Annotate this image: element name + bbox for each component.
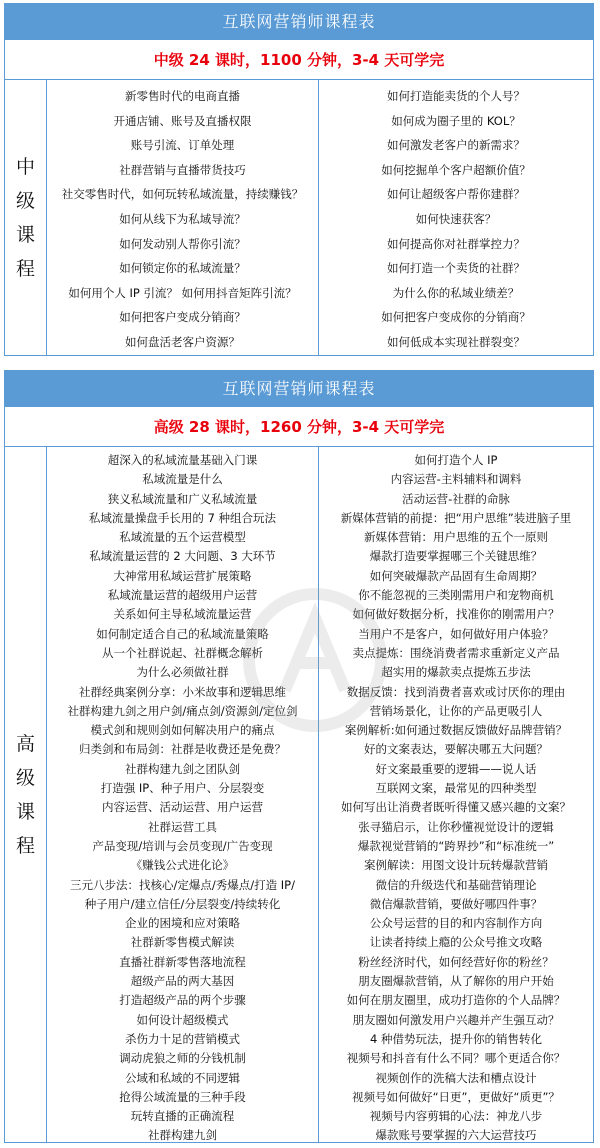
- course-item: 玩转直播的正确流程: [130, 1109, 235, 1124]
- course-item: 内容运营-主料辅料和调料: [390, 472, 522, 487]
- course-table-intermediate: [4, 3, 594, 356]
- course-item: 打造超级产品的两个步骤: [119, 993, 246, 1008]
- table-subtitle: 高级 28 课时，1260 分钟，3-4 天可学完: [5, 407, 593, 447]
- course-item: 如何盘活老客户资源？: [125, 334, 240, 349]
- course-item: 如何用个人 IP 引流？ 如何用抖音矩阵引流？: [68, 285, 297, 300]
- course-item: 打造强 IP、种子用户、分层裂变: [100, 781, 265, 796]
- course-item: 杀伤力十足的营销模式: [125, 1031, 240, 1046]
- course-item: 抢得公域流量的三种手段: [119, 1089, 246, 1104]
- table-body: [5, 80, 593, 355]
- course-item: 微信爆款营销，要做好哪四件事？: [369, 896, 543, 911]
- course-item: 如何打造一个卖货的社群？: [387, 261, 525, 276]
- course-item: 如何挖掘单个客户超额价值？: [381, 162, 531, 177]
- course-item: 调动虎狼之师的分钱机制: [119, 1051, 246, 1066]
- left-column: [47, 447, 319, 1142]
- course-item: 社交零售时代，如何玩转私域流量，持续赚钱？: [61, 187, 304, 202]
- course-item: 种子用户/建立信任/分层裂变/持续转化: [84, 896, 281, 911]
- course-item: 如何让超级客户帮你建群？: [387, 187, 525, 202]
- course-item: 如何把客户变成你的分销商？: [381, 310, 531, 325]
- course-item: 社群构建九剑: [148, 1128, 217, 1143]
- course-item: 模式剑和规则剑如何解决用户的痛点: [90, 723, 275, 738]
- category-label: 高级课程: [15, 732, 35, 857]
- course-item: 新媒体营销的前提：把“用户思维”装进脑子里: [340, 510, 572, 525]
- course-item: 你不能忽视的三类刚需用户和宠物商机: [358, 588, 554, 603]
- course-item: 新零售时代的电商直播: [125, 89, 240, 103]
- course-item: 如何设计超级模式: [136, 1012, 229, 1027]
- course-item: 爆款打造要掌握哪三个关键思维？: [369, 549, 543, 564]
- course-item: 如何提高你对社群掌控力？: [387, 236, 525, 251]
- course-item: 为什么你的私域业绩差？: [392, 285, 520, 300]
- course-item: 新媒体营销：用户思维的五个一原则: [364, 530, 548, 545]
- course-item: 归类剑和布局剑：社群是收费还是免费？: [79, 742, 286, 757]
- course-item: 爆款视觉营销的“跨界抄”和“标准统一”: [357, 838, 555, 853]
- course-item: 私域流量运营的超级用户运营: [107, 588, 258, 603]
- course-item: 活动运营-社群的命脉: [402, 491, 510, 506]
- course-item: 营销场景化，让你的产品更吸引人: [369, 703, 543, 718]
- course-item: 卖点提炼：围绕消费者需求重新定义产品: [352, 645, 560, 660]
- course-item: 公众号运营的目的和内容制作方向: [369, 916, 543, 931]
- course-item: 如何成为圈子里的 KOL？: [391, 113, 521, 128]
- course-item: 狭义私域流量和广义私域流量: [107, 491, 258, 506]
- course-item: 让读者持续上瘾的公众号推文攻略: [369, 935, 543, 950]
- course-item: 私域流量操盘手长用的 7 种组合玩法: [88, 510, 277, 525]
- right-column: [319, 447, 593, 1142]
- course-item: 如何制定适合自己的私域流量策略: [96, 626, 269, 641]
- course-item: 大神常用私域运营扩展策略: [113, 568, 252, 583]
- course-item: 如何打造能卖货的个人号？: [387, 89, 525, 103]
- course-table-advanced: [4, 370, 594, 1143]
- course-item: 视频号内容剪辑的心法：神龙八步: [369, 1109, 543, 1124]
- course-item: 超级产品的两大基因: [130, 974, 235, 989]
- course-item: 如何低成本实现社群裂变？: [387, 334, 525, 349]
- course-item: 产品变现/培训与会员变现/广告变现: [92, 838, 273, 853]
- course-item: 如何做好数据分析，找准你的刚需用户？: [352, 607, 560, 622]
- course-item: 朋友圈爆款营销，从了解你的用户开始: [358, 974, 554, 989]
- course-item: 案例解析:如何通过数据反馈做好品牌营销？: [344, 723, 568, 738]
- course-item: 如何快速获客？: [415, 211, 497, 226]
- course-item: 社群新零售模式解读: [130, 935, 235, 950]
- course-item: 案例解读：用图文设计玩转爆款营销: [364, 858, 548, 873]
- course-item: 私域流量是什么: [142, 472, 223, 487]
- course-item: 如何打造个人 IP: [414, 453, 498, 467]
- course-item: 如何突破爆款产品固有生命周期？: [369, 568, 543, 583]
- category-cell: [5, 447, 47, 1142]
- course-item: 开通店铺、账号及直播权限: [113, 113, 252, 128]
- table-body: [5, 447, 593, 1142]
- course-item: 账号引流、订单处理: [130, 138, 235, 153]
- table-subtitle: 中级 24 课时，1100 分钟，3-4 天可学完: [5, 40, 593, 80]
- course-item: 如何写出让消费者既听得懂又感兴趣的文案？: [341, 800, 571, 815]
- course-item: 爆款账号要掌握的六大运营技巧: [375, 1128, 537, 1143]
- course-item: 4 种借势玩法，提升你的销售转化: [370, 1031, 542, 1046]
- course-item: 为什么必须做社群: [136, 665, 229, 680]
- course-item: 视频号和抖音有什么不同？哪个更适合你？: [346, 1051, 566, 1066]
- table-title: 互联网营销师课程表: [5, 371, 593, 407]
- course-item: 从一个社群说起、社群概念解析: [102, 645, 263, 660]
- course-item: 张寻猫启示，让你秒懂视觉设计的逻辑: [358, 819, 554, 834]
- course-item: 公域和私域的不同逻辑: [125, 1070, 240, 1085]
- course-item: 企业的困境和应对策略: [125, 916, 240, 931]
- course-item: 互联网文案，最常见的四种类型: [375, 781, 537, 796]
- course-item: 好的文案表达，要解决哪五大问题？: [364, 742, 548, 757]
- course-item: 社群运营工具: [148, 819, 217, 834]
- course-item: 超深入的私域流量基础入门课: [107, 453, 258, 467]
- course-item: 社群营销与直播带货技巧: [119, 162, 246, 177]
- course-item: 私域流量的五个运营模型: [119, 530, 246, 545]
- course-item: 如何激发老客户的新需求？: [387, 138, 525, 153]
- course-item: 三元八步法：找核心/定爆点/秀爆点/打造 IP/: [70, 877, 295, 892]
- course-item: 内容运营、活动运营、用户运营: [102, 800, 263, 815]
- course-item: 如何在朋友圈里，成功打造你的个人品牌？: [346, 993, 566, 1008]
- table-title: 互联网营销师课程表: [5, 4, 593, 40]
- course-item: 社群构建九剑之用户剑/痛点剑/资源剑/定位剑: [67, 703, 298, 718]
- left-column: [47, 80, 319, 355]
- course-item: 社群构建九剑之团队剑: [125, 761, 240, 776]
- course-item: 超实用的爆款卖点提炼五步法: [381, 665, 531, 680]
- course-item: 粉丝经济时代，如何经营好你的粉丝？: [358, 954, 554, 969]
- course-item: 如何把客户变成分销商？: [119, 310, 246, 325]
- category-cell: [5, 80, 47, 355]
- course-item: 微信的升级迭代和基础营销理论: [375, 877, 537, 892]
- category-label: 中级课程: [15, 155, 35, 280]
- course-item: 数据反馈：找到消费者喜欢或讨厌你的理由: [346, 684, 566, 699]
- course-item: 社群经典案例分享：小米故事和逻辑思维: [79, 684, 286, 699]
- course-item: 《赚钱公式进化论》: [130, 858, 235, 873]
- course-item: 朋友圈如何激发用户兴趣并产生强互动？: [352, 1012, 560, 1027]
- course-item: 直播社群新零售落地流程: [119, 954, 246, 969]
- course-item: 如何锁定你的私域流量？: [119, 261, 246, 276]
- course-item: 如何从线下为私域导流？: [119, 211, 246, 226]
- course-item: 好文案最重要的逻辑——说人话: [375, 761, 537, 776]
- right-column: [319, 80, 593, 355]
- course-item: 当用户不是客户，如何做好用户体验？: [358, 626, 554, 641]
- course-item: 如何发动别人帮你引流？: [119, 236, 246, 251]
- course-item: 视频号如何做好“日更”，更做好“质更”？: [352, 1089, 560, 1104]
- course-item: 私域流量运营的 2 大问题、3 大环节: [89, 549, 276, 564]
- course-item: 视频创作的洗稿大法和槽点设计: [375, 1070, 537, 1085]
- course-item: 关系如何主导私域流量运营: [113, 607, 252, 622]
